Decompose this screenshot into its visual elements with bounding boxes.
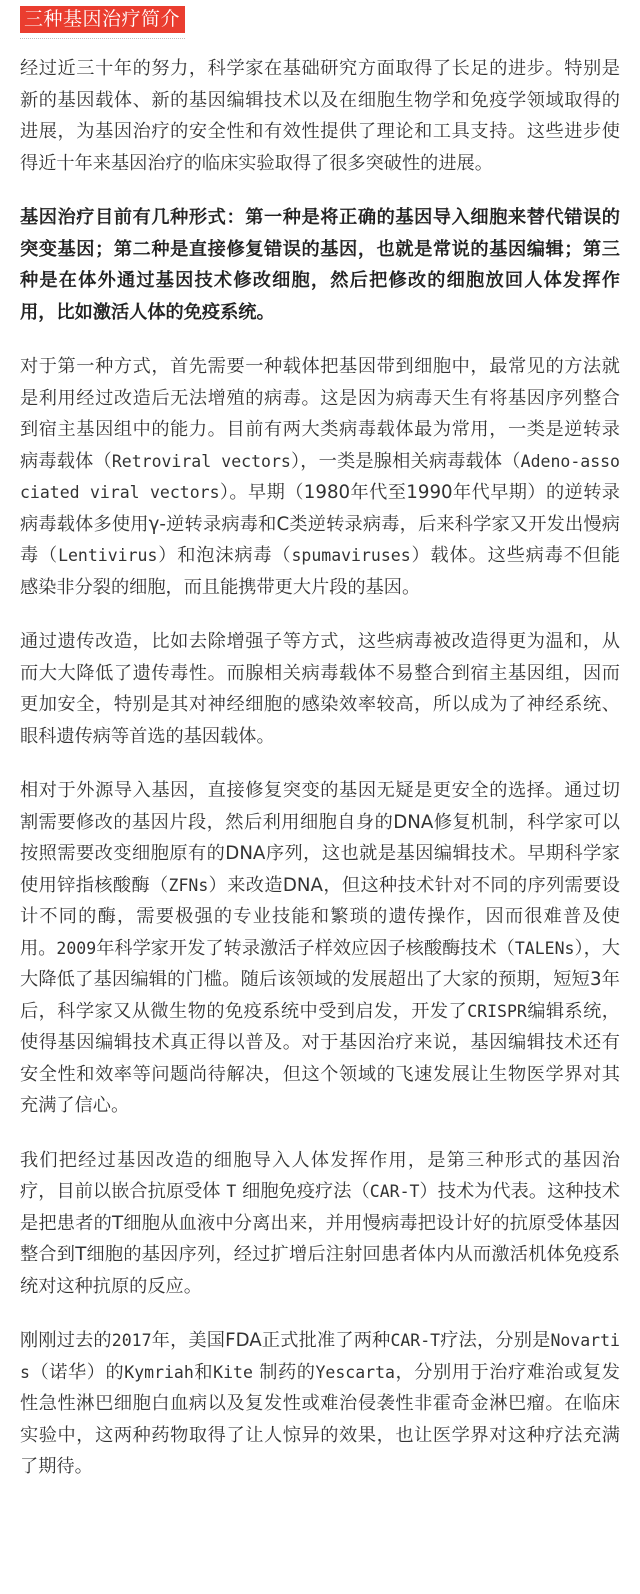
text-run: ），大大降低了基因编辑的门槛。随后该领域的发展超出了大家的预期，短短3年后，科学家又从微生物的免疫系统中受到启发，开发了 <box>20 937 620 1022</box>
section-heading: 三种基因治疗简介 <box>20 6 185 33</box>
term-lentivirus: Lentivirus <box>58 546 158 565</box>
text-run: ）和泡沫病毒（ <box>157 545 292 566</box>
paragraph-fda-approval <box>20 1325 620 1483</box>
term-retroviral: Retroviral vectors <box>111 451 291 471</box>
term-year-2009: 2009 <box>56 938 97 958</box>
term-aav: Adeno-associated viral vectors <box>20 451 620 502</box>
text-run: ）技术为代表。这种技术是把患者的T细胞从血液中分离出来，并用慢病毒把设计好的抗原受体基因整合到T细胞的基因序列，经过扩增后注射回患者体内从而激活机体免疫系统对这种抗原的反应。 <box>20 1181 620 1297</box>
text-run: ）载体。这些病毒不但能感染非分裂的细胞，而且能携带更大片段的基因。 <box>20 545 620 598</box>
term-novartis: Novartis <box>20 1331 620 1382</box>
term-zfns: ZFNs <box>168 875 209 895</box>
term-talens: TALENs <box>514 938 575 958</box>
term-kymriah: Kymriah <box>124 1362 194 1382</box>
text-run: ）来改造DNA，但这种技术针对不同的序列需要设计不同的酶，需要极强的专业技能和繁琐的遗传操作，因而很难普及使用。 <box>20 874 620 959</box>
term-yescarta: Yescarta <box>315 1362 395 1382</box>
paragraph-viral-vectors <box>20 351 620 603</box>
text-run: ），一类是腺相关病毒载体（ <box>290 450 521 472</box>
term-car-t-2: CAR-T <box>390 1331 441 1350</box>
text-run: 对于第一种方式，首先需要一种载体把基因带到细胞中，最常见的方法就是利用经过改造后无法增殖的病毒。这是因为病毒天生有将基因序列整合到宿主基因组中的能力。目前有两大类病毒载体最为常用，一类是逆转录病毒载体（ <box>20 356 620 472</box>
term-kite: Kite <box>213 1362 253 1382</box>
term-t: T <box>226 1182 237 1201</box>
text-run: （诺华）的 <box>29 1361 125 1383</box>
term-year-2017: 2017 <box>111 1331 152 1350</box>
text-run: 制药的 <box>252 1361 316 1383</box>
text-run: 刚刚过去的 <box>20 1330 112 1351</box>
term-spumaviruses: spumaviruses <box>291 546 411 565</box>
text-run: 编辑系统，使得基因编辑技术真正得以普及。对于基因治疗来说，基因编辑技术还有安全性和效率等问题尚待解决，但这个领域的飞速发展让生物医学界对其充满了信心。 <box>20 1000 620 1116</box>
term-car-t: CAR-T <box>369 1182 420 1201</box>
term-crispr: CRISPR <box>467 1001 527 1021</box>
paragraph-three-forms: 基因治疗目前有几种形式：第一种是将正确的基因导入细胞来替代错误的突变基因；第二种是直接修复错误的基因，也就是常说的基因编辑；第三种是在体外通过基因技术修改细胞，然后把修改的细胞放回人体发挥作用，比如激活人体的免疫系统。 <box>20 207 620 323</box>
text-run: 疗法，分别是 <box>440 1330 551 1351</box>
paragraph-car-t <box>20 1145 620 1303</box>
section-heading-wrap <box>20 6 185 39</box>
text-run: 细胞免疫疗法（ <box>236 1181 370 1202</box>
text-run: 年，美国FDA正式批准了两种 <box>151 1330 391 1351</box>
text-run: 年科学家开发了转录激活子样效应因子核酸酶技术（ <box>96 937 515 959</box>
paragraph-gene-editing <box>20 775 620 1122</box>
text-run: ，分别用于治疗难治或复发性急性淋巴细胞白血病以及复发性或难治侵袭性非霍奇金淋巴瘤。在临床实验中，这两种药物取得了让人惊异的效果，也让医学界对这种疗法充满了期待。 <box>20 1361 620 1477</box>
text-run: 和 <box>193 1361 214 1383</box>
paragraph-genetic-modification: 通过遗传改造，比如去除增强子等方式，这些病毒被改造得更为温和，从而大大降低了遗传毒性。而腺相关病毒载体不易整合到宿主基因组，因而更加安全，特别是其对神经细胞的感染效率较高，所以成为了神经系统、眼科遗传病等首选的基因载体。 <box>20 631 620 747</box>
text-run: 我们把经过基因改造的细胞导入人体发挥作用，是第三种形式的基因治疗，目前以嵌合抗原受体 <box>20 1149 620 1202</box>
text-run: ）。早期（1980年代至1990年代早期）的逆转录病毒载体多使用γ-逆转录病毒和C类逆转录病毒，后来科学家又开发出慢病毒（ <box>20 482 620 566</box>
text-run: 相对于外源导入基因，直接修复突变的基因无疑是更安全的选择。通过切割需要修改的基因片段，然后利用细胞自身的DNA修复机制，科学家可以按照需要改变细胞原有的DNA序列，这也就是基因编辑技术。早期科学家使用锌指核酸酶（ <box>20 780 620 896</box>
paragraph-intro: 经过近三十年的努力，科学家在基础研究方面取得了长足的进步。特别是新的基因载体、新的基因编辑技术以及在细胞生物学和免疫学领域取得的进展，为基因治疗的安全性和有效性提供了理论和工具支持。这些进步使得近十年来基因治疗的临床实验取得了很多突破性的进展。 <box>20 58 620 174</box>
